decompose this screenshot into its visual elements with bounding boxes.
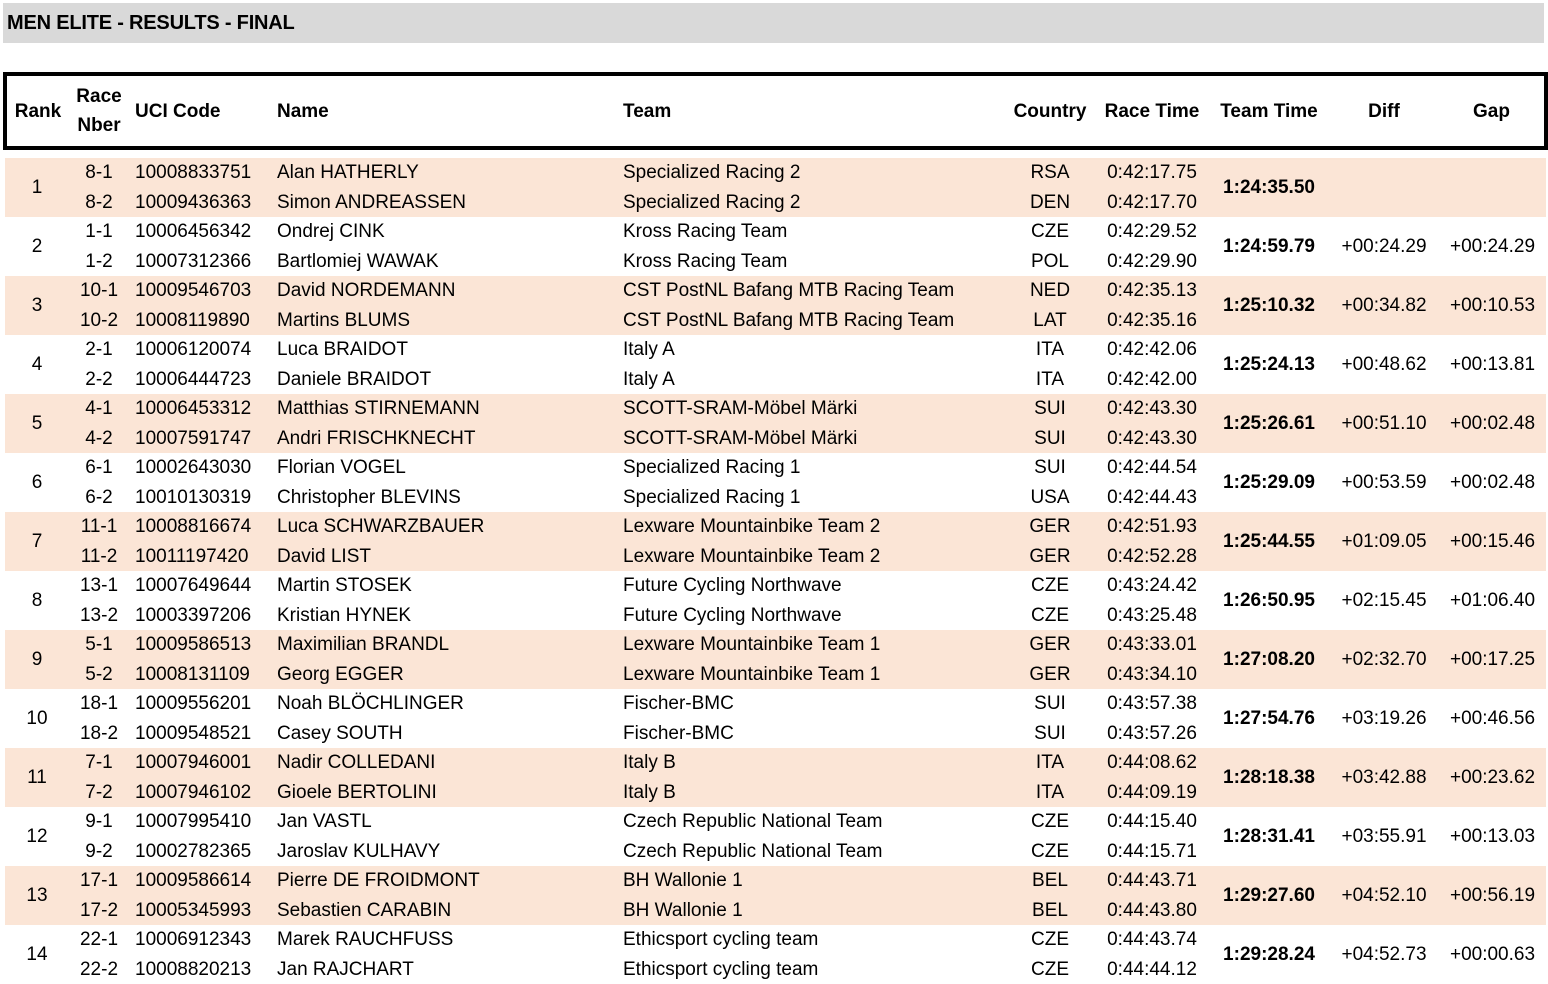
column-header-team-time[interactable]: Team Time <box>1209 74 1329 148</box>
country-cell: ITA <box>1005 365 1095 395</box>
rank-cell: 9 <box>5 630 69 689</box>
rank-cell: 6 <box>5 453 69 512</box>
country-cell: ITA <box>1005 778 1095 808</box>
rank-cell: 8 <box>5 571 69 630</box>
rider-name-cell: Florian VOGEL <box>273 453 619 483</box>
race-number-cell: 8-2 <box>69 188 129 218</box>
team-name-cell: BH Wallonie 1 <box>619 896 1005 926</box>
team-name-cell: Lexware Mountainbike Team 1 <box>619 660 1005 690</box>
country-cell: SUI <box>1005 689 1095 719</box>
country-cell: CZE <box>1005 571 1095 601</box>
team-name-cell: Ethicsport cycling team <box>619 955 1005 984</box>
race-time-cell: 0:42:44.54 <box>1095 453 1209 483</box>
table-row[interactable] <box>5 630 1546 660</box>
rider-name-cell: Jan RAJCHART <box>273 955 619 984</box>
team-time-cell: 1:25:24.13 <box>1209 335 1329 394</box>
rank-cell: 13 <box>5 866 69 925</box>
uci-code-cell: 10008119890 <box>129 306 273 336</box>
race-number-cell: 9-2 <box>69 837 129 867</box>
rider-name-cell: Pierre DE FROIDMONT <box>273 866 619 896</box>
team-name-cell: Specialized Racing 1 <box>619 453 1005 483</box>
race-time-cell: 0:44:44.12 <box>1095 955 1209 984</box>
table-row[interactable] <box>5 158 1546 188</box>
rider-name-cell: Georg EGGER <box>273 660 619 690</box>
gap-cell: +00:10.53 <box>1439 276 1546 335</box>
gap-cell: +00:13.03 <box>1439 807 1546 866</box>
table-row[interactable] <box>5 217 1546 247</box>
rank-cell: 3 <box>5 276 69 335</box>
team-name-cell: Italy B <box>619 778 1005 808</box>
country-cell: LAT <box>1005 306 1095 336</box>
gap-cell: +00:02.48 <box>1439 394 1546 453</box>
rider-name-cell: Gioele BERTOLINI <box>273 778 619 808</box>
team-time-cell: 1:27:08.20 <box>1209 630 1329 689</box>
rider-name-cell: Andri FRISCHKNECHT <box>273 424 619 454</box>
rank-cell: 5 <box>5 394 69 453</box>
gap-cell: +00:00.63 <box>1439 925 1546 984</box>
country-cell: CZE <box>1005 837 1095 867</box>
gap-cell: +00:13.81 <box>1439 335 1546 394</box>
race-time-cell: 0:42:35.16 <box>1095 306 1209 336</box>
race-time-cell: 0:44:15.71 <box>1095 837 1209 867</box>
race-time-cell: 0:43:57.26 <box>1095 719 1209 749</box>
race-number-cell: 17-1 <box>69 866 129 896</box>
column-header-name[interactable]: Name <box>273 74 619 148</box>
gap-cell: +00:46.56 <box>1439 689 1546 748</box>
country-cell: CZE <box>1005 217 1095 247</box>
rider-name-cell: Alan HATHERLY <box>273 158 619 188</box>
country-cell: NED <box>1005 276 1095 306</box>
team-name-cell: Future Cycling Northwave <box>619 601 1005 631</box>
uci-code-cell: 10006453312 <box>129 394 273 424</box>
team-time-cell: 1:28:18.38 <box>1209 748 1329 807</box>
race-time-cell: 0:43:25.48 <box>1095 601 1209 631</box>
rider-name-cell: Sebastien CARABIN <box>273 896 619 926</box>
page-title: MEN ELITE - RESULTS - FINAL <box>3 3 1544 43</box>
race-time-cell: 0:42:42.06 <box>1095 335 1209 365</box>
uci-code-cell: 10003397206 <box>129 601 273 631</box>
team-name-cell: Fischer-BMC <box>619 719 1005 749</box>
country-cell: CZE <box>1005 925 1095 955</box>
race-time-cell: 0:42:17.75 <box>1095 158 1209 188</box>
uci-code-cell: 10006120074 <box>129 335 273 365</box>
rider-name-cell: Luca BRAIDOT <box>273 335 619 365</box>
team-time-cell: 1:24:35.50 <box>1209 158 1329 217</box>
country-cell: CZE <box>1005 807 1095 837</box>
race-number-cell: 22-2 <box>69 955 129 984</box>
race-number-cell: 7-1 <box>69 748 129 778</box>
race-time-cell: 0:43:24.42 <box>1095 571 1209 601</box>
race-number-cell: 18-1 <box>69 689 129 719</box>
uci-code-cell: 10006912343 <box>129 925 273 955</box>
rider-name-cell: Daniele BRAIDOT <box>273 365 619 395</box>
table-row[interactable] <box>5 866 1546 896</box>
rider-name-cell: David NORDEMANN <box>273 276 619 306</box>
country-cell: CZE <box>1005 955 1095 984</box>
rider-name-cell: Martin STOSEK <box>273 571 619 601</box>
team-name-cell: Italy B <box>619 748 1005 778</box>
race-time-cell: 0:42:29.52 <box>1095 217 1209 247</box>
race-time-cell: 0:42:43.30 <box>1095 424 1209 454</box>
team-name-cell: Ethicsport cycling team <box>619 925 1005 955</box>
team-time-cell: 1:29:28.24 <box>1209 925 1329 984</box>
team-name-cell: Specialized Racing 2 <box>619 188 1005 218</box>
results-table <box>3 72 1548 984</box>
country-cell: BEL <box>1005 896 1095 926</box>
race-time-cell: 0:43:57.38 <box>1095 689 1209 719</box>
table-row[interactable] <box>5 571 1546 601</box>
team-name-cell: CST PostNL Bafang MTB Racing Team <box>619 306 1005 336</box>
diff-cell: +02:32.70 <box>1329 630 1439 689</box>
race-number-cell: 1-1 <box>69 217 129 247</box>
table-row[interactable] <box>5 748 1546 778</box>
team-name-cell: Specialized Racing 1 <box>619 483 1005 513</box>
rank-cell: 7 <box>5 512 69 571</box>
table-row[interactable] <box>5 276 1546 306</box>
race-number-cell: 9-1 <box>69 807 129 837</box>
race-number-cell: 10-2 <box>69 306 129 336</box>
country-cell: SUI <box>1005 424 1095 454</box>
column-header-race-nber[interactable] <box>69 74 129 148</box>
team-name-cell: Czech Republic National Team <box>619 837 1005 867</box>
team-name-cell: Czech Republic National Team <box>619 807 1005 837</box>
rank-cell: 14 <box>5 925 69 984</box>
team-time-cell: 1:27:54.76 <box>1209 689 1329 748</box>
country-cell: GER <box>1005 542 1095 572</box>
gap-cell <box>1439 158 1546 217</box>
race-time-cell: 0:44:43.71 <box>1095 866 1209 896</box>
race-time-cell: 0:42:43.30 <box>1095 394 1209 424</box>
results-body <box>5 158 1546 984</box>
uci-code-cell: 10009546703 <box>129 276 273 306</box>
team-time-cell: 1:29:27.60 <box>1209 866 1329 925</box>
uci-code-cell: 10007591747 <box>129 424 273 454</box>
uci-code-cell: 10008833751 <box>129 158 273 188</box>
country-cell: POL <box>1005 247 1095 277</box>
team-time-cell: 1:26:50.95 <box>1209 571 1329 630</box>
team-name-cell: Specialized Racing 2 <box>619 158 1005 188</box>
table-row[interactable] <box>5 453 1546 483</box>
race-number-cell: 6-2 <box>69 483 129 513</box>
rider-name-cell: Marek RAUCHFUSS <box>273 925 619 955</box>
rider-name-cell: Casey SOUTH <box>273 719 619 749</box>
uci-code-cell: 10007946102 <box>129 778 273 808</box>
race-time-cell: 0:42:35.13 <box>1095 276 1209 306</box>
rider-name-cell: Simon ANDREASSEN <box>273 188 619 218</box>
column-header-race-nber-line1: Race <box>76 86 121 107</box>
diff-cell: +02:15.45 <box>1329 571 1439 630</box>
team-name-cell: Italy A <box>619 335 1005 365</box>
race-time-cell: 0:42:42.00 <box>1095 365 1209 395</box>
diff-cell: +03:42.88 <box>1329 748 1439 807</box>
uci-code-cell: 10009556201 <box>129 689 273 719</box>
column-header-team[interactable]: Team <box>619 74 1005 148</box>
race-number-cell: 8-1 <box>69 158 129 188</box>
race-time-cell: 0:42:44.43 <box>1095 483 1209 513</box>
race-number-cell: 10-1 <box>69 276 129 306</box>
team-name-cell: SCOTT-SRAM-Möbel Märki <box>619 424 1005 454</box>
team-time-cell: 1:25:29.09 <box>1209 453 1329 512</box>
uci-code-cell: 10008816674 <box>129 512 273 542</box>
diff-cell: +00:24.29 <box>1329 217 1439 276</box>
team-name-cell: Future Cycling Northwave <box>619 571 1005 601</box>
diff-cell: +03:19.26 <box>1329 689 1439 748</box>
header-row <box>5 74 1546 148</box>
gap-cell: +01:06.40 <box>1439 571 1546 630</box>
rank-cell: 4 <box>5 335 69 394</box>
team-time-cell: 1:25:44.55 <box>1209 512 1329 571</box>
column-header-uci-code[interactable]: UCI Code <box>129 74 273 148</box>
race-time-cell: 0:44:09.19 <box>1095 778 1209 808</box>
race-time-cell: 0:42:51.93 <box>1095 512 1209 542</box>
team-time-cell: 1:24:59.79 <box>1209 217 1329 276</box>
rider-name-cell: Matthias STIRNEMANN <box>273 394 619 424</box>
rider-name-cell: Martins BLUMS <box>273 306 619 336</box>
country-cell: USA <box>1005 483 1095 513</box>
column-header-country[interactable]: Country <box>1005 74 1095 148</box>
rank-cell: 1 <box>5 158 69 217</box>
rider-name-cell: Ondrej CINK <box>273 217 619 247</box>
column-header-race-time[interactable]: Race Time <box>1095 74 1209 148</box>
uci-code-cell: 10002782365 <box>129 837 273 867</box>
table-row[interactable] <box>5 925 1546 955</box>
race-time-cell: 0:42:17.70 <box>1095 188 1209 218</box>
rank-cell: 10 <box>5 689 69 748</box>
race-number-cell: 4-1 <box>69 394 129 424</box>
rider-name-cell: Maximilian BRANDL <box>273 630 619 660</box>
team-name-cell: Italy A <box>619 365 1005 395</box>
diff-cell: +00:48.62 <box>1329 335 1439 394</box>
uci-code-cell: 10007995410 <box>129 807 273 837</box>
column-header-race-nber-line2: Nber <box>77 115 120 136</box>
team-name-cell: Kross Racing Team <box>619 217 1005 247</box>
country-cell: SUI <box>1005 453 1095 483</box>
diff-cell: +00:53.59 <box>1329 453 1439 512</box>
uci-code-cell: 10009586614 <box>129 866 273 896</box>
uci-code-cell: 10009436363 <box>129 188 273 218</box>
rider-name-cell: Luca SCHWARZBAUER <box>273 512 619 542</box>
country-cell: SUI <box>1005 719 1095 749</box>
race-time-cell: 0:44:43.80 <box>1095 896 1209 926</box>
uci-code-cell: 10007946001 <box>129 748 273 778</box>
race-number-cell: 13-1 <box>69 571 129 601</box>
rider-name-cell: Jaroslav KULHAVY <box>273 837 619 867</box>
uci-code-cell: 10006456342 <box>129 217 273 247</box>
race-number-cell: 7-2 <box>69 778 129 808</box>
team-name-cell: Lexware Mountainbike Team 1 <box>619 630 1005 660</box>
team-name-cell: Lexware Mountainbike Team 2 <box>619 542 1005 572</box>
race-time-cell: 0:44:08.62 <box>1095 748 1209 778</box>
table-row[interactable] <box>5 689 1546 719</box>
race-number-cell: 2-2 <box>69 365 129 395</box>
team-time-cell: 1:25:26.61 <box>1209 394 1329 453</box>
rank-cell: 11 <box>5 748 69 807</box>
rider-name-cell: Nadir COLLEDANI <box>273 748 619 778</box>
table-row[interactable] <box>5 335 1546 365</box>
country-cell: RSA <box>1005 158 1095 188</box>
rider-name-cell: Kristian HYNEK <box>273 601 619 631</box>
team-name-cell: CST PostNL Bafang MTB Racing Team <box>619 276 1005 306</box>
race-time-cell: 0:42:29.90 <box>1095 247 1209 277</box>
country-cell: SUI <box>1005 394 1095 424</box>
uci-code-cell: 10008820213 <box>129 955 273 984</box>
race-number-cell: 11-2 <box>69 542 129 572</box>
rider-name-cell: Jan VASTL <box>273 807 619 837</box>
gap-cell: +00:02.48 <box>1439 453 1546 512</box>
race-number-cell: 5-2 <box>69 660 129 690</box>
gap-cell: +00:24.29 <box>1439 217 1546 276</box>
column-header-rank[interactable]: Rank <box>5 74 69 148</box>
team-name-cell: Lexware Mountainbike Team 2 <box>619 512 1005 542</box>
team-name-cell: BH Wallonie 1 <box>619 866 1005 896</box>
race-time-cell: 0:44:43.74 <box>1095 925 1209 955</box>
uci-code-cell: 10009548521 <box>129 719 273 749</box>
diff-cell <box>1329 158 1439 217</box>
uci-code-cell: 10006444723 <box>129 365 273 395</box>
country-cell: GER <box>1005 512 1095 542</box>
uci-code-cell: 10010130319 <box>129 483 273 513</box>
rank-cell: 2 <box>5 217 69 276</box>
uci-code-cell: 10005345993 <box>129 896 273 926</box>
gap-cell: +00:15.46 <box>1439 512 1546 571</box>
column-header-diff[interactable]: Diff <box>1329 74 1439 148</box>
race-number-cell: 1-2 <box>69 247 129 277</box>
gap-cell: +00:56.19 <box>1439 866 1546 925</box>
uci-code-cell: 10007649644 <box>129 571 273 601</box>
race-number-cell: 6-1 <box>69 453 129 483</box>
country-cell: CZE <box>1005 601 1095 631</box>
race-time-cell: 0:43:34.10 <box>1095 660 1209 690</box>
diff-cell: +00:34.82 <box>1329 276 1439 335</box>
race-time-cell: 0:44:15.40 <box>1095 807 1209 837</box>
uci-code-cell: 10011197420 <box>129 542 273 572</box>
country-cell: ITA <box>1005 748 1095 778</box>
race-time-cell: 0:42:52.28 <box>1095 542 1209 572</box>
uci-code-cell: 10007312366 <box>129 247 273 277</box>
table-row[interactable] <box>5 394 1546 424</box>
race-number-cell: 22-1 <box>69 925 129 955</box>
table-row[interactable] <box>5 807 1546 837</box>
table-row[interactable] <box>5 512 1546 542</box>
team-time-cell: 1:25:10.32 <box>1209 276 1329 335</box>
race-number-cell: 17-2 <box>69 896 129 926</box>
rider-name-cell: David LIST <box>273 542 619 572</box>
country-cell: BEL <box>1005 866 1095 896</box>
team-name-cell: Fischer-BMC <box>619 689 1005 719</box>
team-time-cell: 1:28:31.41 <box>1209 807 1329 866</box>
race-number-cell: 13-2 <box>69 601 129 631</box>
race-number-cell: 11-1 <box>69 512 129 542</box>
uci-code-cell: 10008131109 <box>129 660 273 690</box>
team-name-cell: SCOTT-SRAM-Möbel Märki <box>619 394 1005 424</box>
race-number-cell: 4-2 <box>69 424 129 454</box>
race-number-cell: 5-1 <box>69 630 129 660</box>
country-cell: DEN <box>1005 188 1095 218</box>
country-cell: GER <box>1005 630 1095 660</box>
country-cell: ITA <box>1005 335 1095 365</box>
country-cell: GER <box>1005 660 1095 690</box>
rider-name-cell: Christopher BLEVINS <box>273 483 619 513</box>
diff-cell: +04:52.10 <box>1329 866 1439 925</box>
rider-name-cell: Noah BLÖCHLINGER <box>273 689 619 719</box>
diff-cell: +00:51.10 <box>1329 394 1439 453</box>
uci-code-cell: 10009586513 <box>129 630 273 660</box>
uci-code-cell: 10002643030 <box>129 453 273 483</box>
rider-name-cell: Bartlomiej WAWAK <box>273 247 619 277</box>
race-number-cell: 18-2 <box>69 719 129 749</box>
diff-cell: +03:55.91 <box>1329 807 1439 866</box>
column-header-gap[interactable]: Gap <box>1439 74 1546 148</box>
gap-cell: +00:23.62 <box>1439 748 1546 807</box>
gap-cell: +00:17.25 <box>1439 630 1546 689</box>
diff-cell: +01:09.05 <box>1329 512 1439 571</box>
race-time-cell: 0:43:33.01 <box>1095 630 1209 660</box>
race-number-cell: 2-1 <box>69 335 129 365</box>
diff-cell: +04:52.73 <box>1329 925 1439 984</box>
rank-cell: 12 <box>5 807 69 866</box>
team-name-cell: Kross Racing Team <box>619 247 1005 277</box>
